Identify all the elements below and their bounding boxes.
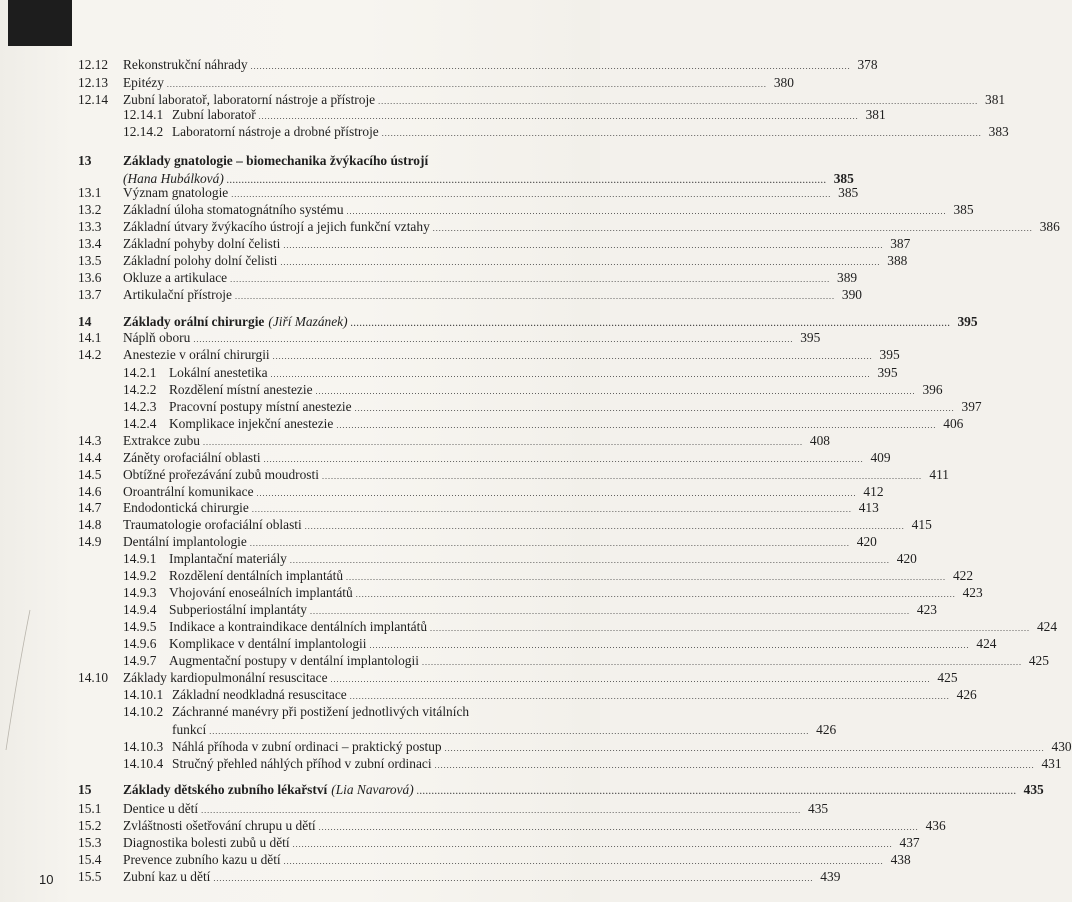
toc-entry[interactable] [169,415,964,433]
toc-entry[interactable] [123,432,830,450]
toc-dot-leader: ........................................................................................................................................................................................................ [193,335,794,344]
toc-entry-number: 14.10.2 [123,704,164,719]
toc-entry-title: Náhlá příhoda v zubní ordinaci – praktický postup [172,739,442,754]
toc-dot-leader: ........................................................................................................................................................................................................ [231,190,832,199]
toc-entry-number: 14.2.3 [123,399,157,414]
toc-entry-page: 431 [1041,756,1062,771]
toc-entry-page: 380 [773,75,794,90]
toc-entry-page: 381 [985,92,1006,107]
toc-entry[interactable] [123,252,908,270]
toc-entry-page: 408 [809,433,830,448]
toc-dot-leader: ........................................................................................................................................................................................................ [304,522,905,531]
toc-entry-number: 13.3 [78,219,102,234]
toc-entry-title: Anestezie v orální chirurgii [123,347,270,362]
toc-entry-number: 13.4 [78,236,102,251]
toc-entry-page: 409 [870,450,891,465]
toc-entry[interactable] [172,738,1072,756]
toc-entry[interactable] [169,364,898,382]
toc-entry-title: Dentální implantologie [123,534,247,549]
toc-entry-number: 13.5 [78,253,102,268]
toc-entry[interactable] [123,781,1044,799]
toc-entry[interactable] [172,123,1009,141]
toc-entry-number: 14.9.7 [123,653,157,668]
toc-entry-title: Prevence zubního kazu u dětí [123,852,281,867]
toc-dot-leader: ........................................................................................................................................................................................................ [432,224,1033,233]
toc-entry-page: 386 [1039,219,1060,234]
toc-entry[interactable] [123,851,911,869]
toc-entry-number: 14.2.1 [123,365,157,380]
toc-entry[interactable] [123,201,974,219]
toc-dot-leader: ........................................................................................................................................................................................................ [272,352,873,361]
toc-dot-leader: ........................................................................................................................................................................................................ [256,489,857,498]
toc-entry[interactable] [169,618,1058,636]
toc-entry-number: 14.9.5 [123,619,157,634]
toc-entry-number: 14.1 [78,330,102,345]
toc-entry[interactable] [169,398,982,416]
toc-dot-leader: ........................................................................................................................................................................................................ [249,539,850,548]
toc-entry-page: 436 [925,818,946,833]
toc-entry-number: 14.9.4 [123,602,157,617]
toc-dot-leader: ........................................................................................................................................................................................................ [321,472,922,481]
toc-dot-leader: ........................................................................................................................................................................................................ [315,387,916,396]
toc-entry-number: 14.7 [78,500,102,515]
toc-entry-title: Laboratorní nástroje a drobné přístroje [172,124,379,139]
toc-entry-title: Zubní kaz u dětí [123,869,211,884]
toc-entry-title: Základní úloha stomatognátního systému [123,202,344,217]
toc-entry-number: 14 [78,314,92,329]
toc-chapter-title: Základy gnatologie – biomechanika žvýkacího ústrojí [123,153,429,168]
toc-entry-page: 430 [1051,739,1072,754]
toc-entry-page: 415 [911,517,932,532]
toc-entry-number: 13 [78,153,92,168]
toc-entry-page: 438 [890,852,911,867]
toc-entry[interactable] [123,834,920,852]
toc-entry-title: Oroantrální komunikace [123,484,254,499]
toc-entry-title: Indikace a kontraindikace dentálních implantátů [169,619,428,634]
toc-entry[interactable] [172,106,886,124]
toc-entry-number: 14.5 [78,467,102,482]
toc-dot-leader: ........................................................................................................................................................................................................ [355,590,956,599]
toc-entry-title: Endodontická chirurgie [123,500,249,515]
toc-chapter-author: (Jiří Mazánek) [268,314,348,329]
toc-entry-page: 395 [877,365,898,380]
toc-entry[interactable] [123,286,862,304]
toc-entry-number: 14.9.3 [123,585,157,600]
toc-entry[interactable] [169,601,937,619]
toc-entry-page: 423 [916,602,937,617]
toc-entry[interactable] [123,218,1060,236]
toc-entry-title: Extrakce zubu [123,433,200,448]
toc-entry-title: Rozdělení dentálních implantátů [169,568,344,583]
toc-entry-page: 383 [988,124,1009,139]
toc-entry-title: Zubní laboratoř, laboratorní nástroje a přístroje [123,92,376,107]
toc-entry-page: 424 [976,636,997,651]
toc-entry-page: 381 [865,107,886,122]
toc-chapter-author: (Lia Navarová) [331,782,414,797]
toc-entry[interactable] [123,516,932,534]
toc-entry-title: Rozdělení místní anestezie [169,382,313,397]
toc-entry[interactable] [123,329,821,347]
toc-entry-title: Význam gnatologie [123,185,229,200]
toc-dot-leader: ........................................................................................................................................................................................................ [283,857,884,866]
toc-entry-title: Augmentační postupy v dentální implantologii [169,653,419,668]
toc-dot-leader: ........................................................................................................................................................................................................ [309,607,910,616]
toc-entry-title: Subperiostální implantáty [169,602,307,617]
toc-entry[interactable] [172,721,837,739]
toc-entry-page: 435 [1023,782,1044,797]
toc-entry-page: 411 [929,467,949,482]
toc-entry[interactable] [169,635,997,653]
toc-entry-page: 423 [962,585,983,600]
toc-entry-title: Stručný přehled náhlých příhod v zubní ordinaci [172,756,432,771]
toc-entry-title: Pracovní postupy místní anestezie [169,399,352,414]
toc-dot-leader: ........................................................................................................................................................................................................ [230,275,831,284]
toc-entry[interactable] [123,56,878,74]
toc-dot-leader: ........................................................................................................................................................................................................ [280,258,881,267]
toc-entry[interactable] [169,584,983,602]
toc-entry-title: Dentice u dětí [123,801,199,816]
toc-dot-leader: ........................................................................................................................................................................................................ [202,438,803,447]
toc-entry[interactable] [123,817,946,835]
toc-entry-page: 390 [841,287,862,302]
toc-entry-page: 420 [896,551,917,566]
toc-chapter-author: (Hana Hubálková) [123,171,224,186]
toc-entry-page: 422 [952,568,974,583]
toc-dot-leader: ........................................................................................................................................................................................................ [289,556,890,565]
toc-entry-page: 413 [858,500,879,515]
toc-dot-leader: ........................................................................................................................................................................................................ [283,241,884,250]
toc-entry-number: 12.13 [78,75,109,90]
toc-entry[interactable] [169,567,974,585]
toc-entry-page: 389 [837,270,858,285]
toc-dot-leader: ........................................................................................................................................................................................................ [201,806,802,815]
toc-entry-page: 387 [890,236,911,251]
toc-entry[interactable] [172,686,977,704]
toc-entry[interactable] [172,755,1062,773]
toc-entry-number: 12.14.2 [123,124,164,139]
toc-dot-leader: ........................................................................................................................................................................................................ [209,727,810,736]
toc-entry-page: 396 [922,382,943,397]
toc-entry-title: Artikulační přístroje [123,287,232,302]
toc-entry-page: 437 [899,835,920,850]
toc-entry-page: 420 [856,534,877,549]
toc-entry[interactable] [169,652,1049,670]
toc-entry-number: 12.12 [78,57,109,72]
toc-entry[interactable] [123,235,911,253]
toc-entry-title: Základy kardiopulmonální resuscitace [123,670,328,685]
toc-entry-number: 13.1 [78,185,102,200]
toc-chapter-title: Základy orální chirurgie [123,314,265,329]
toc-entry-number: 13.2 [78,202,102,217]
toc-entry-page: 385 [953,202,974,217]
toc-dot-leader: ........................................................................................................................................................................................................ [336,421,937,430]
toc-entry-number: 14.9 [78,534,102,549]
toc-entry[interactable] [123,466,949,484]
toc-entry-number: 15.5 [78,869,102,884]
toc-entry-number: 12.14.1 [123,107,164,122]
toc-entry-title: Traumatologie orofaciální oblasti [123,517,302,532]
toc-dot-leader: ........................................................................................................................................................................................................ [234,292,835,301]
toc-dot-leader: ........................................................................................................................................................................................................ [330,675,931,684]
toc-entry-title: Lokální anestetika [169,365,268,380]
toc-entry-title: Základní polohy dolní čelisti [123,253,278,268]
toc-entry-number: 14.4 [78,450,102,465]
toc-dot-leader: ........................................................................................................................................................................................................ [421,658,1022,667]
toc-entry-page: 426 [816,722,837,737]
toc-entry-number: 13.7 [78,287,102,302]
toc-dot-leader: ........................................................................................................................................................................................................ [346,573,947,582]
toc-dot-leader: ........................................................................................................................................................................................................ [416,787,1017,796]
toc-entry-number: 15.2 [78,818,102,833]
toc-entry-number: 15 [78,782,92,797]
toc-dot-leader: ........................................................................................................................................................................................................ [270,370,871,379]
toc-chapter-title: Základy dětského zubního lékařství [123,782,328,797]
toc-entry-page: 406 [943,416,964,431]
toc-dot-leader: ........................................................................................................................................................................................................ [226,176,827,185]
toc-entry-number: 14.2.4 [123,416,157,431]
toc-entry-number: 14.6 [78,484,102,499]
toc-entry-title: Náplň oboru [123,330,191,345]
toc-entry-page: 425 [937,670,958,685]
toc-entry-page: 385 [838,185,859,200]
toc-dot-leader: ........................................................................................................................................................................................................ [430,624,1031,633]
toc-entry[interactable] [123,184,859,202]
toc-entry-title: Základní útvary žvýkacího ústrojí a jejich funkční vztahy [123,219,430,234]
toc-entry-title: Rekonstrukční náhrady [123,57,248,72]
toc-entry-number: 12.14 [78,92,109,107]
toc-dot-leader: ........................................................................................................................................................................................................ [350,319,951,328]
toc-entry-number: 13.6 [78,270,102,285]
toc-dot-leader: ........................................................................................................................................................................................................ [318,823,919,832]
toc-entry-page: 425 [1028,653,1049,668]
toc-entry-title: Komplikace v dentální implantologii [169,636,367,651]
toc-entry-number: 14.10.1 [123,687,164,702]
toc-entry-number: 14.10.3 [123,739,164,754]
toc-dot-leader: ........................................................................................................................................................................................................ [258,112,859,121]
toc-entry[interactable] [123,346,900,364]
toc-entry-number: 14.8 [78,517,102,532]
toc-entry[interactable] [123,499,879,517]
toc-entry-title: Základní pohyby dolní čelisti [123,236,281,251]
toc-dot-leader: ........................................................................................................................................................................................................ [251,505,852,514]
toc-entry-title: Zvláštnosti ošetřování chrupu u dětí [123,818,316,833]
toc-entry-number: 14.3 [78,433,102,448]
toc-entry-number: 14.2 [78,347,102,362]
toc-entry-number: 14.10.4 [123,756,164,771]
toc-entry[interactable] [123,800,829,818]
toc-entry[interactable] [169,381,943,399]
toc-dot-leader: ........................................................................................................................................................................................................ [250,62,851,71]
toc-entry[interactable] [123,449,891,467]
toc-entry-title: Základní neodkladná resuscitace [172,687,347,702]
toc-entry[interactable] [123,868,841,886]
toc-entry-title: Epitézy [123,75,164,90]
toc-entry-page: 395 [800,330,821,345]
toc-dot-leader: ........................................................................................................................................................................................................ [346,207,947,216]
toc-dot-leader: ........................................................................................................................................................................................................ [213,874,814,883]
toc-entry-page: 395 [879,347,900,362]
toc-entry-number: 14.2.2 [123,382,157,397]
toc-entry-title: Záněty orofaciální oblasti [123,450,261,465]
toc-entry-page: 426 [956,687,977,702]
toc-dot-leader: ........................................................................................................................................................................................................ [369,641,970,650]
toc-entry-number: 14.10 [78,670,109,685]
toc-dot-leader: ........................................................................................................................................................................................................ [263,455,864,464]
toc-entry-title-continued: funkcí [172,722,207,737]
toc-entry[interactable] [123,669,958,687]
toc-entry-number: 14.9.2 [123,568,157,583]
toc-entry-page: 435 [808,801,829,816]
toc-entry-page: 397 [961,399,982,414]
toc-entry[interactable] [169,550,917,568]
toc-entry-page: 385 [833,171,854,186]
toc-dot-leader: ........................................................................................................................................................................................................ [444,744,1045,753]
toc-entry-number: 14.9.1 [123,551,157,566]
toc-entry-title: Zubní laboratoř [172,107,256,122]
toc-entry-number: 15.3 [78,835,102,850]
toc-dot-leader: ........................................................................................................................................................................................................ [354,404,955,413]
toc-entry-title: Okluze a artikulace [123,270,228,285]
toc-entry-title: Komplikace injekční anestezie [169,416,334,431]
toc-dot-leader: ........................................................................................................................................................................................................ [349,692,950,701]
toc-entry-page: 412 [863,484,884,499]
toc-entry-number: 15.1 [78,801,102,816]
toc-entry-title: Implantační materiály [169,551,287,566]
toc-entry[interactable] [123,269,858,287]
toc-dot-leader: ........................................................................................................................................................................................................ [166,80,767,89]
toc-dot-leader: ........................................................................................................................................................................................................ [434,761,1035,770]
toc-entry-number: 15.4 [78,852,102,867]
toc-dot-leader: ........................................................................................................................................................................................................ [378,97,979,106]
toc-entry[interactable] [123,74,794,92]
toc-dot-leader: ........................................................................................................................................................................................................ [381,129,982,138]
toc-entry-page: 378 [857,57,878,72]
toc-entry[interactable] [123,533,877,551]
toc-dot-leader: ........................................................................................................................................................................................................ [292,840,893,849]
toc-entry-title: Vhojování enoseálních implantátů [169,585,353,600]
toc-entry-title: Diagnostika bolesti zubů u dětí [123,835,290,850]
toc-entry-title: Obtížné prořezávání zubů moudrosti [123,467,319,482]
toc-entry-page: 424 [1036,619,1058,634]
toc-entry-title: Záchranné manévry při postižení jednotlivých vitálních [172,704,470,719]
toc-entry-page: 439 [820,869,841,884]
page-number: 10 [39,872,54,887]
toc-entry-page: 395 [957,314,978,329]
toc-entry-number: 14.9.6 [123,636,157,651]
toc-entry-page: 388 [887,253,908,268]
